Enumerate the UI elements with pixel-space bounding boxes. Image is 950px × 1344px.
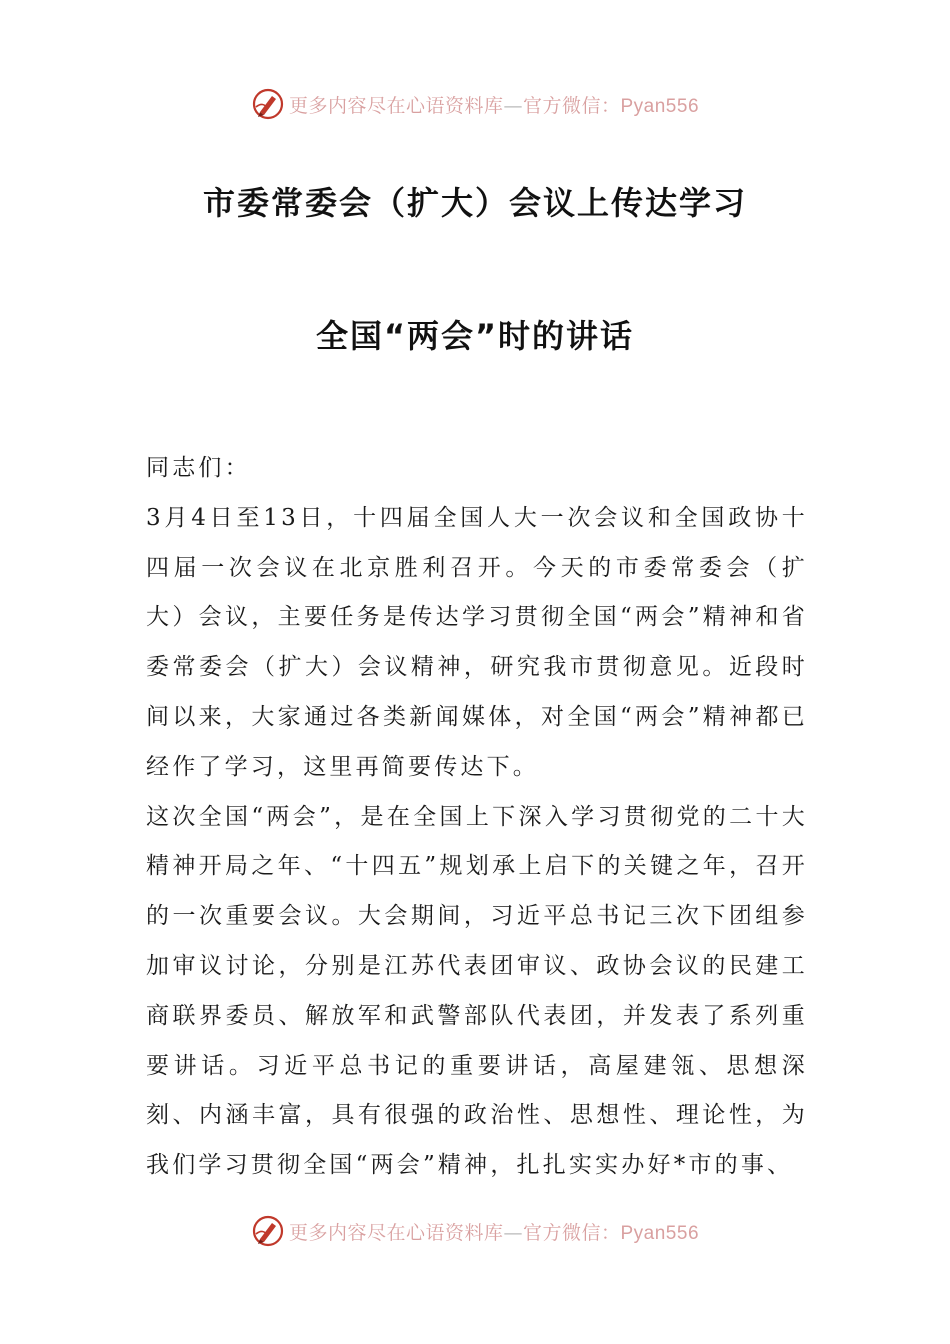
body-paragraph-1: 3月4日至13日，十四届全国人大一次会议和全国政协十四届一次会议在北京胜利召开。今天的市委常委会（扩大）会议，主要任务是传达学习贯彻全国“两会”精神和省委常委会（扩大）会议精神，研究我市贯彻意见。近段时间以来，大家通过各类新闻媒体，对全国“两会”精神都已经作了学习，这里再简要传达下。 [146,504,808,780]
body-paragraph-2: 这次全国“两会”，是在全国上下深入学习贯彻党的二十大精神开局之年、“十四五”规划承上启下的关键之年，召开的一次重要会议。大会期间，习近平总书记三次下团组参加审议讨论，分别是江苏代表团审议、政协会议的民建工商联界委员、解放军和武警部队代表团，并发表了系列重要讲话。习近平总书记的重要讲话，高屋建瓴、思想深刻、内涵丰富，具有很强的政治性、思想性、理论性，为我们学习贯彻全国“两会”精神，扎扎实实办好*市的事、 [146,803,808,1179]
document-title-line-1: 市委常委会（扩大）会议上传达学习 [202,184,747,222]
pen-logo-icon [251,87,285,121]
document-body [146,444,808,1191]
pen-logo-icon [251,1214,285,1248]
watermark-footer [0,1211,950,1251]
watermark-header [0,84,950,124]
salutation: 同志们： [146,455,251,481]
watermark-text: 更多内容尽在心语资料库—官方微信：Pyan556 [288,1221,700,1244]
document-title-line-2: 全国“两会”时的讲话 [315,317,635,355]
watermark-text: 更多内容尽在心语资料库—官方微信：Pyan556 [288,94,700,117]
